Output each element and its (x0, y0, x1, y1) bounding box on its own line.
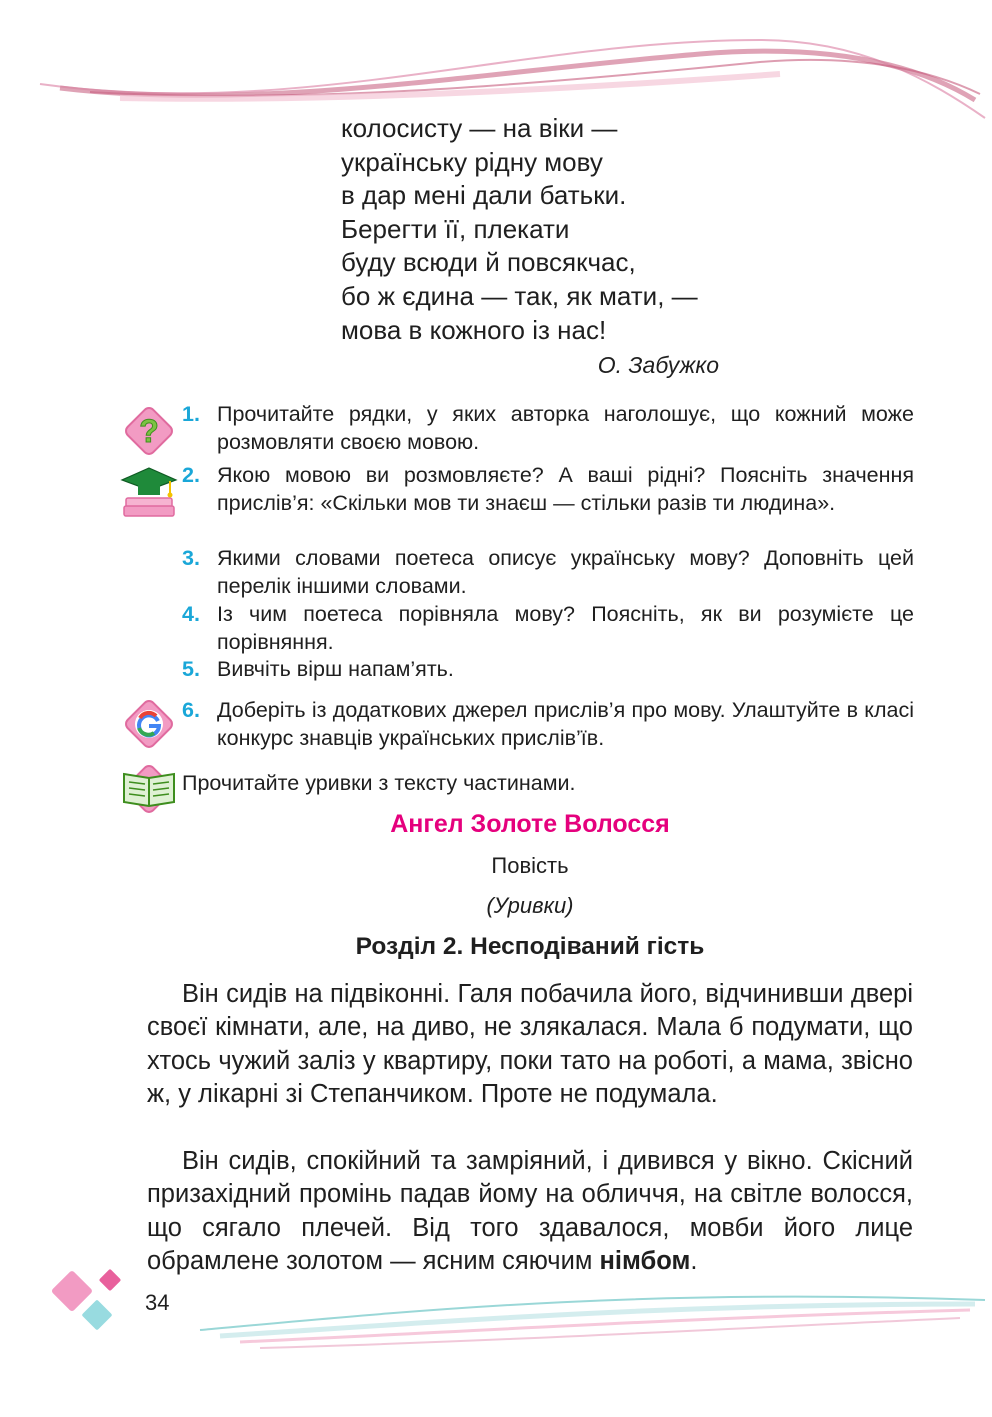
story-title: Ангел Золоте Волосся (390, 810, 670, 838)
paragraph-text-wrap (147, 1145, 913, 1279)
poem-line: буду всюди й повсякчас, (341, 247, 636, 278)
poem-line: колосисту — на віки — (341, 113, 618, 143)
graduation-cap-books-icon (118, 462, 180, 520)
task-number: 5. (182, 657, 200, 681)
task-item-6 (182, 697, 914, 752)
paragraph-text: Він сидів на підвіконні. Галя побачила його, відчинивши двері своєї кімнати, але, на диво, не злякалася. Мала б подумати, що хтось чужий заліз у квартиру, поки тато на роботі, а мама, звісно ж, у лікарні зі Степанчиком. Проте не подумала. (147, 980, 913, 1109)
open-book-icon (118, 760, 180, 818)
reading-prompt: Прочитайте уривки з тексту частинами. (182, 771, 576, 795)
poem-line: мова в кожного із нас! (341, 314, 607, 345)
question-icon (118, 400, 180, 462)
task-number: 3. (182, 546, 200, 570)
task-number: 2. (182, 463, 200, 487)
task-text: Вивчіть вірш напам’ять. (217, 657, 454, 681)
task-text: Якою мовою ви розмовляєте? А ваші рідні? Поясніть значення прислів’я: «Скільки мов ти знаєш — стільки разів ти людина». (217, 463, 914, 515)
story-paragraph-1 (147, 978, 913, 1112)
task-number: 1. (182, 402, 200, 426)
poem-line: бо ж єдина — так, як мати, — (341, 280, 698, 311)
poem-line: в дар мені дали батьки. (341, 180, 627, 211)
page-number: 34 (145, 1290, 170, 1315)
bold-term: німбом (599, 1247, 691, 1276)
paragraph-text: Він сидів, спокійний та замріяний, і дивився у вікно. Скісний призахідний промінь падав йому на обличчя, на світле волосся, що сягало плечей. Від того здавалося, мовби його лице обрамлене золотом — ясним сяючим (147, 1147, 913, 1276)
task-item-4 (182, 601, 914, 656)
poem (341, 112, 761, 347)
story-genre: Повість (491, 853, 569, 878)
bottom-wave-decoration (0, 1270, 992, 1360)
google-search-icon (118, 693, 180, 755)
task-item-1 (182, 401, 914, 456)
chapter-heading: Розділ 2. Несподіваний гість (355, 933, 705, 960)
poem-author: О. Забужко (597, 352, 719, 378)
paragraph-end: . (690, 1247, 698, 1276)
task-text: Прочитайте рядки, у яких авторка наголошує, що кожний може розмовляти своєю мовою. (217, 402, 914, 454)
task-text: Якими словами поетеса описує українську мову? Доповніть цей перелік іншими словами. (217, 546, 914, 598)
poem-line: Берегти її, плекати (341, 213, 570, 244)
poem-line: українську рідну мову (341, 146, 603, 177)
svg-text:?: ? (139, 413, 159, 449)
task-text: Із чим поетеса порівняла мову? Поясніть, як ви розумієте це порівняння. (217, 602, 914, 654)
task-number: 4. (182, 602, 200, 626)
task-item-2 (182, 462, 914, 517)
task-item-5 (182, 656, 914, 684)
task-number: 6. (182, 698, 200, 722)
task-item-3 (182, 545, 914, 600)
task-text: Доберіть із додаткових джерел прислів’я про мову. Улаштуйте в класі конкурс знавців українських прислів’їв. (217, 698, 914, 750)
story-paragraph-2 (147, 1145, 913, 1279)
story-subtitle: (Уривки) (486, 893, 574, 918)
